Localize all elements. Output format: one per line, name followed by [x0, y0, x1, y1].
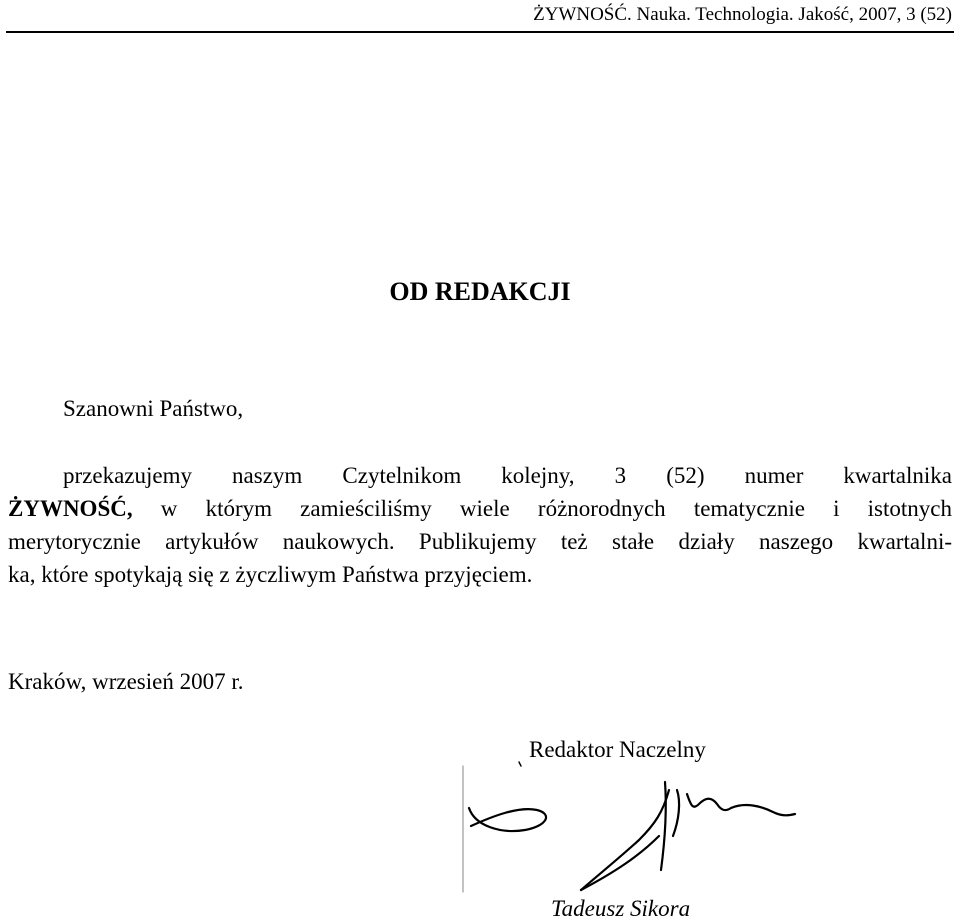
salutation: Szanowni Państwo, — [63, 396, 244, 421]
body-line-3: merytorycznie artykułów naukowych. Publikujemy też stałe działy naszego kwartalni- — [8, 529, 952, 554]
body-line-1: przekazujemy naszym Czytelnikom kolejny, 3 (52) numer kwartalnika — [63, 463, 952, 488]
editor-name: Tadeusz Sikora — [551, 896, 691, 921]
body-line-2 — [8, 492, 952, 525]
editorial-body — [8, 459, 952, 591]
body-line-2-text: w którym zamieściliśmy wiele różnorodnych tematycznie i istotnych — [132, 496, 952, 521]
handwritten-signature — [455, 760, 815, 900]
page-title: OD REDAKCJI — [389, 277, 571, 306]
header-rule — [6, 31, 954, 33]
running-head: ŻYWNOŚĆ. Nauka. Technologia. Jakość, 2007, 3 (52) — [533, 4, 952, 25]
editor-role: Redaktor Naczelny — [529, 737, 706, 762]
place-date: Kraków, wrzesień 2007 r. — [8, 669, 244, 694]
body-line-4: ka, które spotykają się z życzliwym Państwa przyjęciem. — [8, 562, 533, 587]
magazine-name: ŻYWNOŚĆ, — [8, 496, 133, 521]
